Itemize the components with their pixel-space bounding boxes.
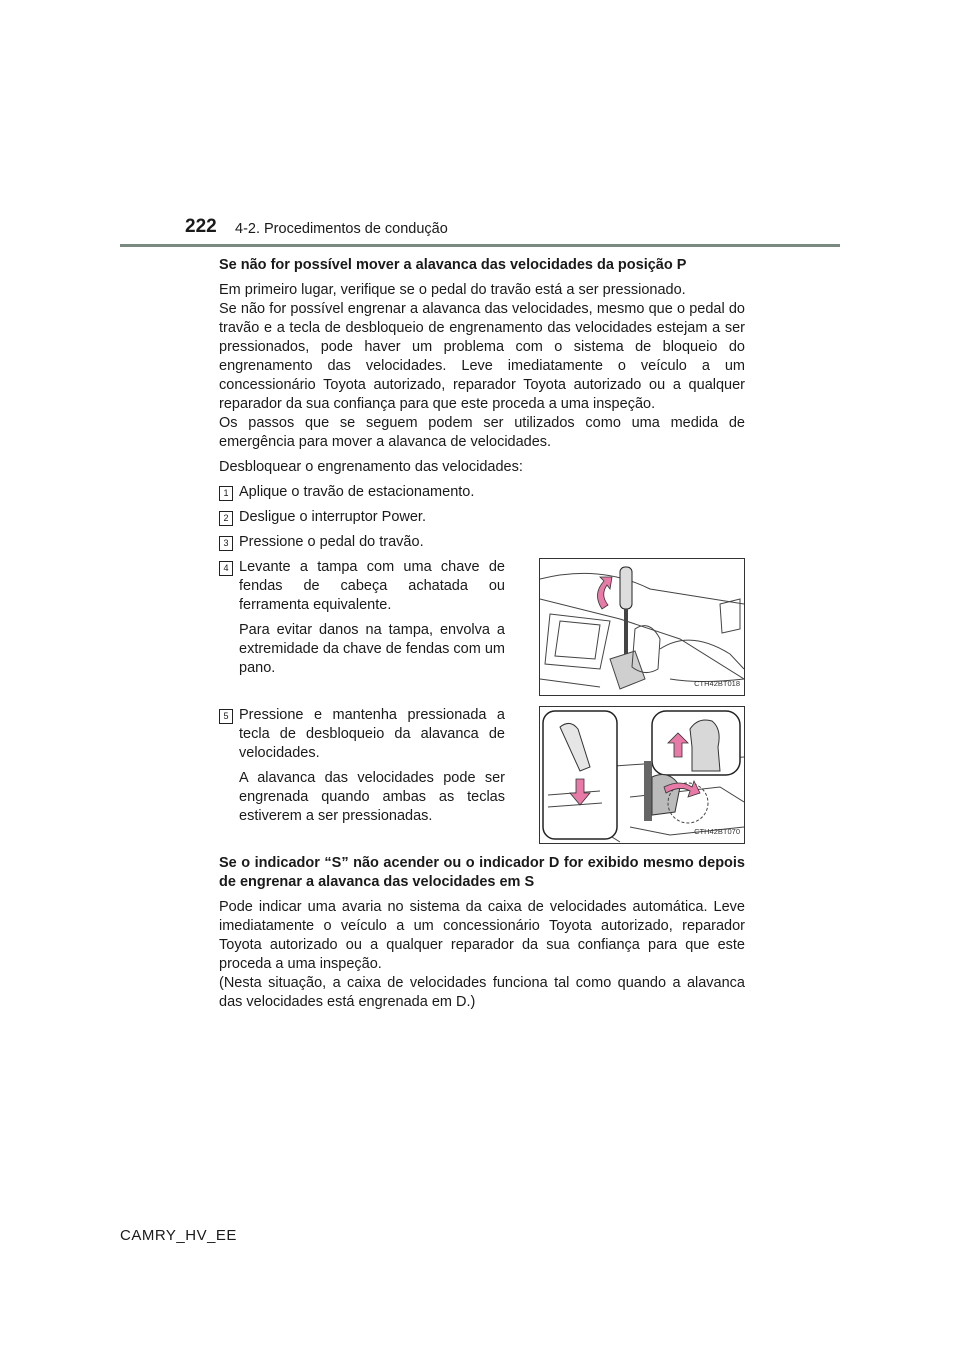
- paragraph: Pode indicar uma avaria no sistema da caixa de velocidades automática. Leve imediatamente o veículo a um concessionário Toyota autorizado, reparador Toyota autorizado ou a qualquer reparador da sua confiança para que este proceda a uma inspeção.: [219, 899, 745, 972]
- step-note: A alavanca das velocidades pode ser engrenada quando ambas as teclas estiverem a ser pressionadas.: [239, 770, 505, 824]
- step-5: [219, 706, 745, 844]
- step-text: Desligue o interruptor Power.: [239, 509, 426, 525]
- paragraph: (Nesta situação, a caixa de velocidades funciona tal como quando a alavanca das velocidades está engrenada em D.): [219, 975, 745, 1010]
- step-text: Pressione o pedal do travão.: [239, 534, 424, 550]
- step-2: [219, 508, 745, 527]
- step-number: 1: [219, 486, 233, 501]
- figure-code: CTH42BT018: [694, 679, 740, 688]
- paragraph: Se não for possível engrenar a alavanca das velocidades, mesmo que o pedal do travão e a tecla de desbloqueio de engrenamento das velocidades estejam a ser pressionados, pode haver um problema com o sistema de bloqueio do engrenamento das velocidades. Leve imediatamente o veículo a um concessionário Toyota autorizado, reparador Toyota autorizado ou a qualquer reparador da sua confiança para que este proceda a uma inspeção.: [219, 301, 745, 412]
- heading-s-indicator: Se o indicador “S” não acender ou o indicador D for exibido mesmo depois de engrenar a alavanca das velocidades em S: [219, 855, 745, 890]
- step-3: [219, 533, 745, 552]
- header-rule: [120, 244, 840, 247]
- paragraph-text: Em primeiro lugar, verifique se o pedal do travão está a ser pressionado.: [219, 282, 686, 298]
- step-4: [219, 558, 745, 696]
- footer-code: CAMRY_HV_EE: [120, 1227, 237, 1244]
- step-note: Para evitar danos na tampa, envolva a extremidade da chave de fendas com um pano.: [239, 622, 505, 676]
- step-text: Levante a tampa com uma chave de fendas de cabeça achatada ou ferramenta equivalente.: [239, 559, 505, 613]
- step-1: [219, 483, 745, 502]
- paragraph: Os passos que se seguem podem ser utilizados como uma medida de emergência para mover a alavanca de velocidades.: [219, 415, 745, 450]
- figure-code: CTH42BT070: [694, 827, 740, 836]
- step-text: Aplique o travão de estacionamento.: [239, 484, 475, 500]
- paragraph: Desbloquear o engrenamento das velocidades:: [219, 459, 523, 475]
- page-content: [219, 256, 745, 1018]
- step-number: 2: [219, 511, 233, 526]
- heading-shift-lock: Se não for possível mover a alavanca das velocidades da posição P: [219, 257, 687, 273]
- paragraph: [219, 281, 745, 300]
- figure-shift-release: [539, 706, 745, 844]
- step-number: 5: [219, 709, 233, 724]
- figure-cover-removal: [539, 558, 745, 696]
- page-number: 222: [185, 216, 217, 237]
- section-title: 4-2. Procedimentos de condução: [235, 221, 448, 237]
- step-number: 4: [219, 561, 233, 576]
- step-text: Pressione e mantenha pressionada a tecla de desbloqueio da alavanca de velocidades.: [239, 707, 505, 761]
- step-number: 3: [219, 536, 233, 551]
